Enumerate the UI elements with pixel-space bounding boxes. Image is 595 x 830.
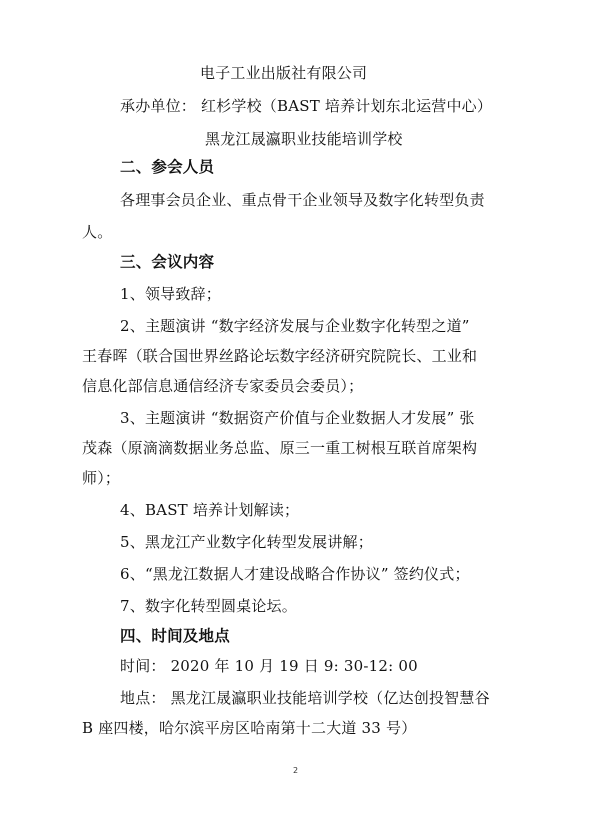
agenda-item-3-line-3: 师）； [82, 469, 121, 487]
agenda-item-1: 1、领导致辞； [120, 285, 221, 303]
agenda-item-6: 6、“黑龙江数据人才建设战略合作协议” 签约仪式； [120, 565, 470, 583]
section-4-title: 四、时间及地点 [120, 627, 230, 645]
agenda-item-3-line-2: 茂森（原滴滴数据业务总监、原三一重工树根互联首席架构 [82, 439, 478, 457]
section-2-body-line-1: 各理事会员企业、重点骨干企业领导及数字化转型负责 [120, 191, 485, 209]
section-2-body-line-2: 人。 [82, 223, 113, 241]
meeting-time: 时间： 2020 年 10 月 19 日 9: 30-12: 00 [120, 657, 418, 675]
agenda-item-2-line-3: 信息化部信息通信经济专家委员会委员）； [82, 377, 364, 395]
agenda-item-4: 4、BAST 培养计划解读； [120, 501, 300, 519]
agenda-item-5: 5、黑龙江产业数字化转型发展讲解； [120, 533, 373, 551]
agenda-item-2-line-2: 王春晖（联合国世界丝路论坛数字经济研究院院长、工业和 [82, 347, 478, 365]
section-2-title: 二、参会人员 [120, 158, 215, 176]
page-number: 2 [293, 766, 299, 775]
section-3-title: 三、会议内容 [120, 253, 215, 271]
host-unit-line-1: 承办单位： 红杉学校（BAST 培养计划东北运营中心） [120, 97, 493, 115]
host-unit-line-2: 黑龙江晟瀛职业技能培训学校 [205, 130, 403, 148]
meeting-place-line-1: 地点： 黑龙江晟瀛职业技能培训学校（亿达创投智慧谷 [120, 689, 490, 707]
meeting-place-line-2: B 座四楼，哈尔滨平房区哈南第十二大道 33 号） [82, 719, 417, 737]
agenda-item-3-line-1: 3、主题演讲 “数据资产价值与企业数据人才发展” 张 [120, 409, 475, 427]
agenda-item-2-line-1: 2、主题演讲 “数字经济发展与企业数字化转型之道” [120, 317, 470, 335]
organizer-name: 电子工业出版社有限公司 [200, 64, 368, 82]
agenda-item-7: 7、数字化转型圆桌论坛。 [120, 597, 297, 615]
